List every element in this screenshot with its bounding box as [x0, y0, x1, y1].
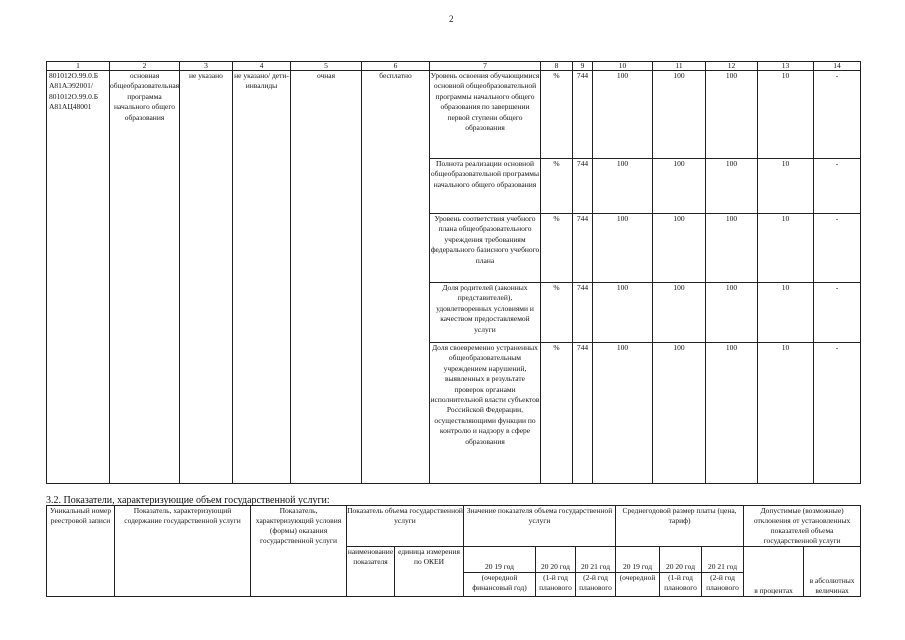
deviation-percent: 10	[758, 283, 814, 343]
value-year-2: 100	[653, 159, 706, 214]
content-indicator-2: не указано	[180, 71, 233, 484]
deviation-abs: -	[814, 214, 861, 283]
indicator-okei: 744	[573, 71, 593, 159]
indicator-unit: %	[541, 283, 573, 343]
indicator-name: Полнота реализации основной общеобразовательной программы начального общего образования	[430, 159, 541, 214]
indicator-name: Доля своевременно устраненных общеобразовательным учреждением нарушений, выявленных в результате проверок органами исполнительной власти субъектов Российской Федерации, осуществляющими функции по контролю и надзору в сфере образования	[430, 343, 541, 484]
indicator-name: Уровень соответствия учебного плана общеобразовательного учреждения требованиям федерального базисного учебного плана	[430, 214, 541, 283]
header-volume-unit: единица измерения по ОКЕИ	[395, 547, 464, 597]
value-year-2: 100	[653, 71, 706, 159]
value-year-1: 100	[593, 71, 653, 159]
header-row	[47, 506, 861, 547]
col-num: 6	[362, 62, 430, 71]
deviation-abs-header: в абсолютных величинах	[804, 547, 861, 597]
indicator-okei: 744	[573, 214, 593, 283]
indicator-unit: %	[541, 71, 573, 159]
deviation-percent: 10	[758, 159, 814, 214]
value-year-1: 100	[593, 343, 653, 484]
col-num: 9	[573, 62, 593, 71]
content-indicator-1: основная общеобразовательная программа начального общего образования	[110, 71, 180, 484]
value-year-3: 100	[706, 283, 758, 343]
indicator-unit: %	[541, 343, 573, 484]
value-year-1: 100	[593, 283, 653, 343]
col-num: 12	[706, 62, 758, 71]
header-unique-number: Уникальный номер реестровой записи	[47, 506, 115, 597]
value-year-3: 100	[706, 71, 758, 159]
form-of-study: очная	[291, 71, 362, 484]
deviation-percent: 10	[758, 343, 814, 484]
header-volume-indicator: Показатель объема государственной услуги	[347, 506, 464, 547]
deviation-percent: 10	[758, 214, 814, 283]
header-conditions-indicator: Показатель, характеризующий условия (формы) оказания государственной услуги	[251, 506, 347, 597]
value-year-2: 100	[653, 214, 706, 283]
value-year-2: 100	[653, 343, 706, 484]
volume-indicators-table	[46, 505, 861, 597]
page-number: 2	[449, 14, 454, 24]
col-num: 2	[110, 62, 180, 71]
col-num: 5	[291, 62, 362, 71]
value-year-2019: 20 19 год	[464, 547, 536, 573]
indicator-okei: 744	[573, 283, 593, 343]
deviation-percent: 10	[758, 71, 814, 159]
registry-code: 801012О.99.0.Б А81АЭ92001/ 801012О.99.0.Б А81АЦ48001	[47, 71, 110, 484]
header-value: Значение показателя объема государственной услуги	[464, 506, 616, 547]
deviation-abs: -	[814, 343, 861, 484]
col-num: 8	[541, 62, 573, 71]
indicator-name: Уровень освоения обучающимися основной общеобразовательной программы начального общего образования по завершении первой ступени общего образования	[430, 71, 541, 159]
price-year-note: (1-й год планового	[660, 573, 702, 597]
col-num: 13	[758, 62, 814, 71]
value-year-3: 100	[706, 214, 758, 283]
header-price: Среднегодовой размер платы (цена, тариф)	[616, 506, 744, 547]
col-num: 14	[814, 62, 861, 71]
value-year-note: (очередной финансовый год)	[464, 573, 536, 597]
indicator-name: Доля родителей (законных представителей), удовлетворенных условиями и качеством предоставляемой услуги	[430, 283, 541, 343]
col-num: 1	[47, 62, 110, 71]
col-num: 3	[180, 62, 233, 71]
value-year-2021: 20 21 год	[576, 547, 616, 573]
deviation-percent-header: в процентах	[744, 547, 804, 597]
value-year-note: (1-й год планового	[536, 573, 576, 597]
header-deviation: Допустимые (возможные) отклонения от установленных показателей объема государственной услуги	[744, 506, 861, 547]
section-title: 3.2. Показатели, характеризующие объем государственной услуги:	[46, 495, 330, 506]
value-year-2: 100	[653, 283, 706, 343]
value-year-note: (2-й год планового	[576, 573, 616, 597]
payment-condition: бесплатно	[362, 71, 430, 484]
deviation-abs: -	[814, 71, 861, 159]
indicator-unit: %	[541, 214, 573, 283]
price-year-2019: 20 19 год	[616, 547, 660, 573]
value-year-1: 100	[593, 159, 653, 214]
column-number-row	[47, 62, 861, 71]
col-num: 11	[653, 62, 706, 71]
price-year-2021: 20 21 год	[702, 547, 744, 573]
col-num: 4	[233, 62, 291, 71]
price-year-note: (2-й год планового	[702, 573, 744, 597]
header-content-indicator: Показатель, характеризующий содержание государственной услуги	[115, 506, 251, 597]
quality-indicators-table	[46, 61, 861, 484]
value-year-2020: 20 20 год	[536, 547, 576, 573]
deviation-abs: -	[814, 159, 861, 214]
content-indicator-3: не указано/ дети-инвалиды	[233, 71, 291, 484]
value-year-3: 100	[706, 159, 758, 214]
deviation-abs: -	[814, 283, 861, 343]
indicator-okei: 744	[573, 159, 593, 214]
value-year-1: 100	[593, 214, 653, 283]
col-num: 10	[593, 62, 653, 71]
indicator-unit: %	[541, 159, 573, 214]
header-volume-name: наименование показателя	[347, 547, 395, 597]
indicator-okei: 744	[573, 343, 593, 484]
value-year-3: 100	[706, 343, 758, 484]
price-year-2020: 20 20 год	[660, 547, 702, 573]
price-year-note: (очередной	[616, 573, 660, 597]
col-num: 7	[430, 62, 541, 71]
table-row	[47, 71, 861, 159]
